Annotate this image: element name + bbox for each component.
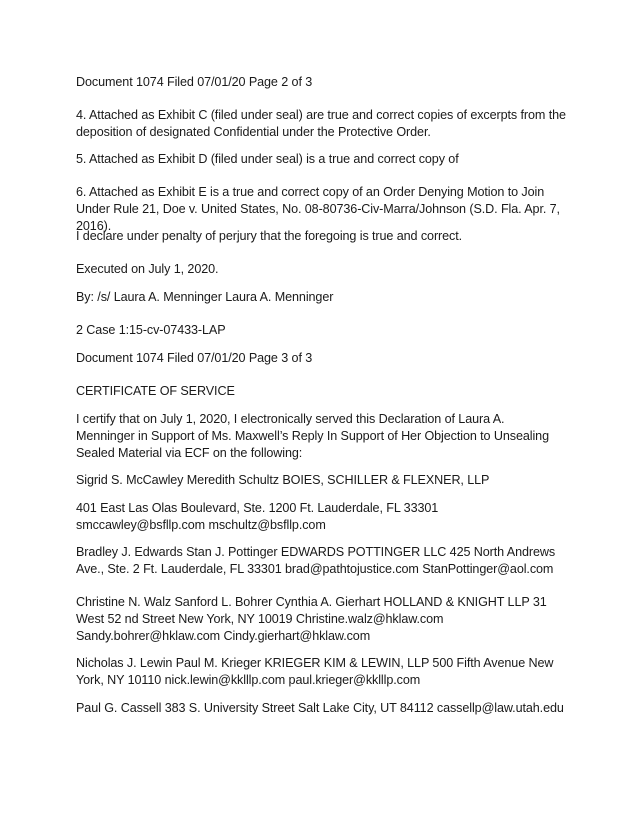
- page-footer-case: 2 Case 1:15-cv-07433-LAP: [76, 323, 226, 337]
- certification-text: I certify that on July 1, 2020, I electronically served this Declaration of Laura A. Menninger in Support of Ms. Maxwell’s Reply In Support of Her Objection to Unsealing Sealed Material via ECF on the following:: [76, 412, 549, 460]
- service-recipient-holland: Christine N. Walz Sanford L. Bohrer Cynthia A. Gierhart HOLLAND & KNIGHT LLP 31 West 52 nd Street New York, NY 10019 Christine.walz@hklaw.com Sandy.bohrer@hklaw.com Cindy.gierhart@hklaw.com: [76, 595, 547, 643]
- signature-line: By: /s/ Laura A. Menninger Laura A. Menninger: [76, 290, 334, 304]
- paragraph-exhibit-c: 4. Attached as Exhibit C (filed under seal) are true and correct copies of excerpts from the deposition of designated Confidential under the Protective Order.: [76, 108, 566, 139]
- paragraph-exhibit-d: 5. Attached as Exhibit D (filed under seal) is a true and correct copy of: [76, 152, 459, 166]
- service-recipient-edwards: Bradley J. Edwards Stan J. Pottinger EDWARDS POTTINGER LLC 425 North Andrews Ave., Ste. 2 Ft. Lauderdale, FL 33301 brad@pathtojustice.com StanPottinger@aol.com: [76, 545, 556, 576]
- page-header-p3: Document 1074 Filed 07/01/20 Page 3 of 3: [76, 351, 313, 365]
- service-recipient-cassell: Paul G. Cassell 383 S. University Street Salt Lake City, UT 84112 cassellp@law.utah.edu: [76, 701, 564, 715]
- page-header-p2: Document 1074 Filed 07/01/20 Page 2 of 3: [76, 75, 313, 89]
- service-recipient-boies: Sigrid S. McCawley Meredith Schultz BOIES, SCHILLER & FLEXNER, LLP: [76, 473, 490, 487]
- declaration-statement: I declare under penalty of perjury that the foregoing is true and correct.: [76, 229, 463, 243]
- execution-date: Executed on July 1, 2020.: [76, 262, 219, 276]
- paragraph-exhibit-e: 6. Attached as Exhibit E is a true and correct copy of an Order Denying Motion to Join Under Rule 21, Doe v. United States, No. 08-80736-Civ-Marra/Johnson (S.D. Fla. Apr. 7, 2016).: [76, 185, 560, 233]
- certificate-heading: CERTIFICATE OF SERVICE: [76, 384, 235, 398]
- service-address-boies: 401 East Las Olas Boulevard, Ste. 1200 Ft. Lauderdale, FL 33301 smccawley@bsfllp.com mschultz@bsfllp.com: [76, 501, 439, 532]
- service-recipient-krieger: Nicholas J. Lewin Paul M. Krieger KRIEGER KIM & LEWIN, LLP 500 Fifth Avenue New York, NY 10110 nick.lewin@kklllp.com paul.krieger@kklllp.com: [76, 656, 554, 687]
